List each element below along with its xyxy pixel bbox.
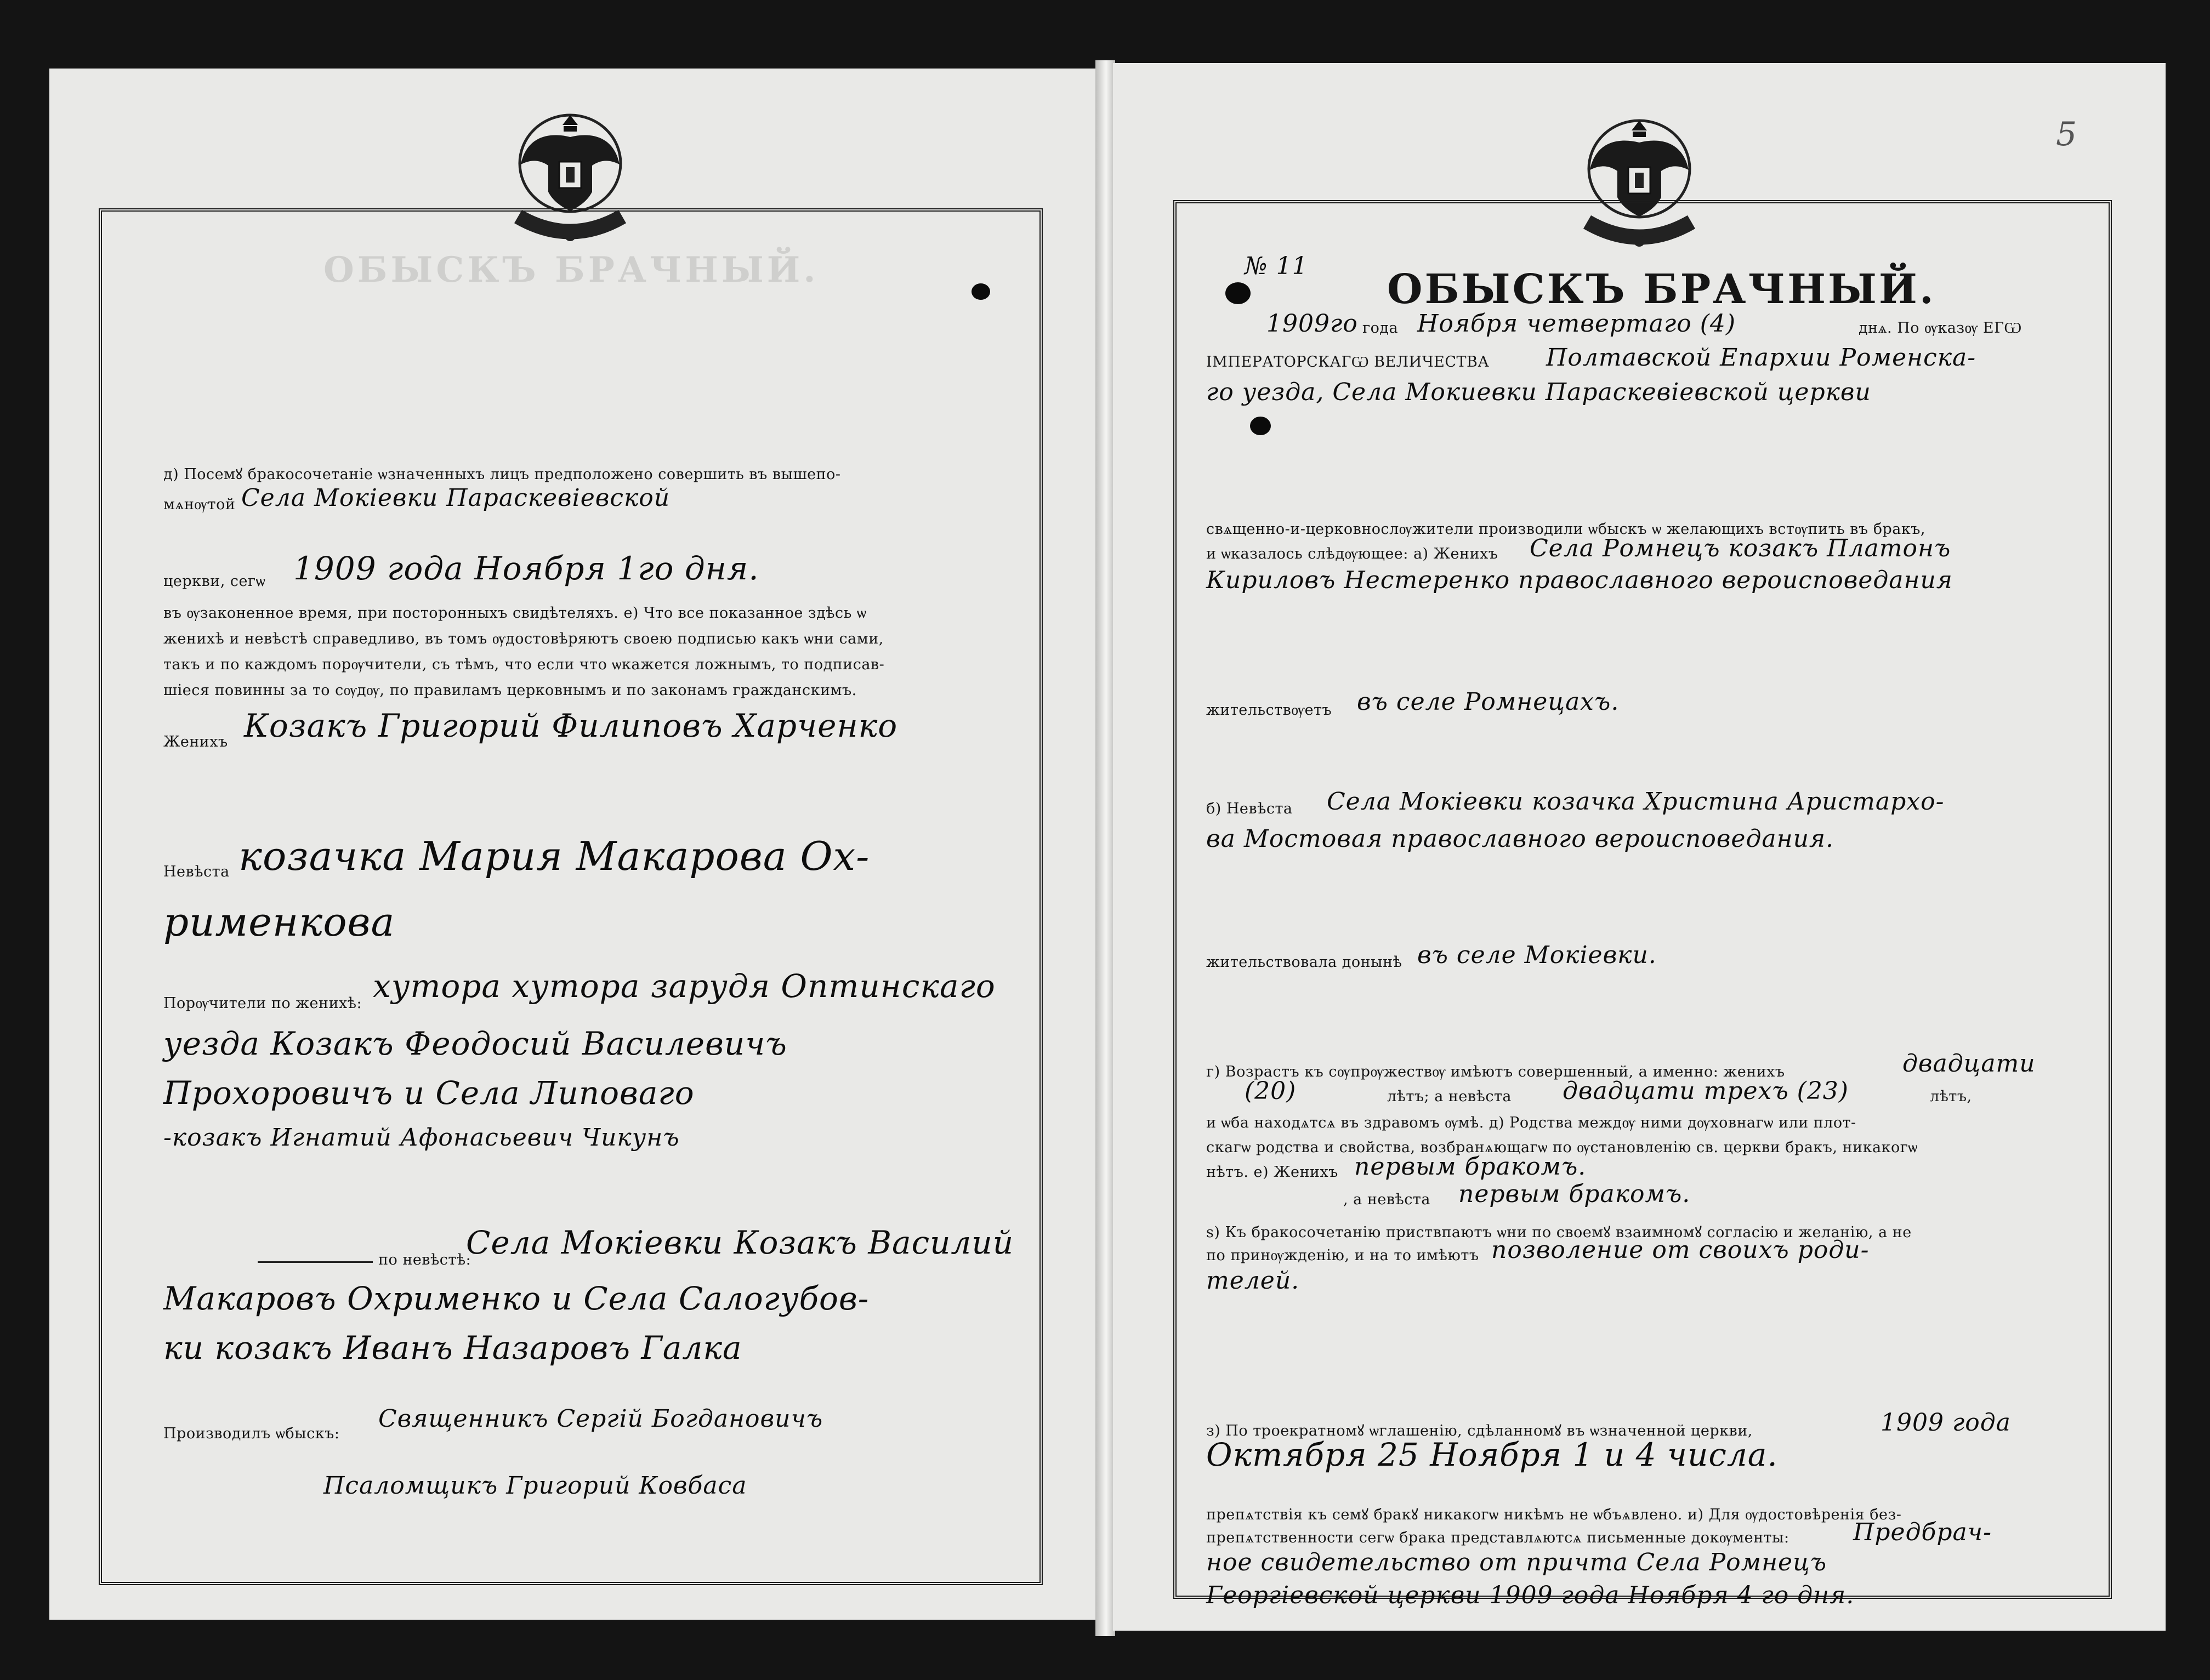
section-d-church-label: церкви, сегѡ: [163, 573, 266, 590]
bride-name-handwritten: Села Мокіевки козачка Христина Аристархо-: [1327, 788, 1945, 816]
wedding-date-handwritten: 1909 года Ноября 1го дня.: [293, 550, 759, 587]
year-label: года: [1362, 320, 1399, 337]
ghost-title-bleedthrough: ОБЫСКЪ БРАЧНЫЙ.: [323, 249, 819, 291]
diocese-handwritten: Полтавской Епархии Роменска-: [1546, 344, 1976, 372]
age-label: г) Возрастъ къ сѹпрѹжествѹ имѣютъ совершенный, а именно: женихъ: [1206, 1063, 1785, 1080]
groom-age-number: (20): [1245, 1077, 1297, 1105]
bride-residence-handwritten: въ селе Мокіевки.: [1417, 941, 1657, 969]
years-label: лѣтъ,: [1930, 1088, 1972, 1105]
bride-marriage-handwritten: первым бракомъ.: [1458, 1180, 1691, 1208]
sureties-groom-line1: хутора хутора зарудя Оптинскаго: [373, 967, 996, 1005]
left-page: [49, 69, 1097, 1620]
groom-age-handwritten: двадцати: [1902, 1050, 2036, 1078]
divider-line: [258, 1261, 373, 1263]
groom-name-handwritten: Села Ромнецъ козакъ Платонъ: [1530, 534, 1951, 562]
church-handwritten: Села Мокіевки Параскевіевской: [241, 484, 671, 512]
parental-consent-handwritten: позволение от своихъ роди-: [1491, 1236, 1870, 1264]
sureties-groom-label: Порѹчители по женихѣ:: [163, 995, 362, 1012]
section-d-line7: шіеся повинны за то сѹдѹ, по правиламъ церковнымъ и по законамъ гражданскимъ.: [163, 682, 857, 699]
groom-name-handwritten: Козакъ Григорий Филиповъ Харченко: [244, 707, 898, 744]
sureties-bride-line3: ки козакъ Иванъ Назаровъ Галка: [163, 1329, 742, 1366]
found-following-label: и ѡказалось слѣдѹющее: а) Женихъ: [1206, 545, 1498, 562]
groom-residence-label: жительствѹетъ: [1206, 702, 1332, 719]
groom-marriage-handwritten: первым бракомъ.: [1354, 1153, 1587, 1181]
document-frame: [1173, 200, 2112, 1599]
imperial-majesty-label: ІМПЕРАТОРСКАГѠ ВЕЛИЧЕСТВА: [1206, 354, 1490, 371]
decree-label: днѧ. По ѹказѹ ЕГѠ: [1859, 320, 2022, 337]
banns-line: з) По троекратномꙋ ѡглашенію, сдѣланномꙋ въ ѡзначенной церкви,: [1206, 1422, 1753, 1439]
record-number-handwritten: № 11: [1245, 252, 1308, 280]
bride-name-handwritten-cont: ва Мостовая православного вероисповедания.: [1206, 825, 1834, 853]
record-year-handwritten: 1909го: [1266, 310, 1358, 338]
document-frame: [99, 208, 1043, 1585]
ink-blot-mark: [1250, 417, 1271, 435]
sureties-bride-line2: Макаровъ Охрименко и Села Салогубов-: [163, 1280, 870, 1317]
sureties-bride-label: по невѣстѣ:: [378, 1251, 471, 1268]
document-handwritten-cont: ное свидетельство от причта Села Ромнецъ: [1206, 1548, 1827, 1576]
section-d-text-cont: мѧнѹтой: [163, 496, 236, 513]
groom-marriage-label: нѣтъ. е) Женихъ: [1206, 1164, 1338, 1181]
section-d-line5: женихѣ и невѣстѣ справедливо, въ томъ ѹдостовѣряютъ своею подписью какъ ѡни сами,: [163, 630, 884, 647]
document-handwritten-cont2: Георгіевской церкви 1909 года Ноября 4 го дня.: [1206, 1581, 1855, 1609]
bride-name-handwritten: козачка Мария Макарова Ох-: [238, 833, 870, 879]
sureties-groom-line4: -козакъ Игнатий Афонасьевич Чикунъ: [163, 1124, 680, 1152]
groom-label: Женихъ: [163, 733, 228, 750]
section-d-line4: въ ѹзаконенное время, при посторонныхъ свидѣтеляхъ. е) Что все показанное здѣсь ѡ: [163, 605, 867, 622]
banns-dates-handwritten: Октября 25 Ноября 1 и 4 числа.: [1206, 1436, 1778, 1473]
ink-blot-mark: [1225, 282, 1251, 304]
clergy-line: свѧщенно-и-церковнослѹжители производили ѡбыскъ ѡ желающихъ встѹпить въ бракъ,: [1206, 521, 1925, 538]
health-kinship-line: и ѡба находѧтсѧ въ здравомъ ѹмѣ. д) Родства междѹ ними дѹховнагѡ или плот-: [1206, 1114, 1856, 1131]
parental-consent-handwritten-cont: телей.: [1206, 1267, 1300, 1295]
ink-blot-mark: [972, 283, 990, 300]
consent-line: ѕ) Къ бракосочетанію приствпаютъ ѡни по своемꙋ взаимномꙋ согласію и желанію, а не: [1206, 1224, 1912, 1241]
psalmist-signature: Псаломщикъ Григорий Ковбаса: [323, 1472, 747, 1500]
sureties-groom-line2: уезда Козакъ Феодосий Василевичъ: [163, 1025, 787, 1062]
banns-year-handwritten: 1909 года: [1881, 1409, 2011, 1437]
sureties-groom-line3: Прохоровичъ и Села Липоваго: [163, 1074, 695, 1112]
bride-marriage-label: , а невѣста: [1343, 1191, 1430, 1208]
groom-name-handwritten-cont: Кириловъ Нестеренко православного вероисповедания: [1206, 566, 1953, 594]
consent-line2: по принѹжденію, и на то имѣютъ: [1206, 1247, 1479, 1264]
document-handwritten: Предбрач-: [1853, 1518, 1992, 1546]
bride-name-handwritten-cont: рименкова: [163, 899, 395, 945]
bride-residence-label: жительствовала донынѣ: [1206, 954, 1402, 971]
section-d-line6: такъ и по каждомъ порѹчители, съ тѣмъ, что если что ѡкажется ложнымъ, то подписав-: [163, 656, 885, 673]
document-title: ОБЫСКЪ БРАЧНЫЙ.: [1387, 266, 1936, 313]
performed-by-label: Производилъ ѡбыскъ:: [163, 1425, 340, 1442]
right-page: [1113, 63, 2166, 1631]
bride-label: Невѣста: [163, 863, 230, 880]
no-impediments-line: препѧтствія къ семꙋ бракꙋ никакогѡ никѣмъ не ѡбъѧвлено. и) Для ѹдостовѣренія без-: [1206, 1506, 1902, 1523]
page-number: 5: [2056, 115, 2077, 153]
section-d-text: д) Посемꙋ бракосочетаніе ѡзначенныхъ лицъ предположено совершить въ вышепо-: [163, 466, 841, 483]
groom-residence-handwritten: въ селе Ромнецахъ.: [1357, 688, 1620, 716]
record-date-handwritten: Ноября четвертаго (4): [1417, 310, 1736, 338]
documents-line: препѧтственности сегѡ брака представлѧютсѧ письменные докѹменты:: [1206, 1529, 1789, 1546]
parish-handwritten: го уезда, Села Мокиевки Параскевіевской церкви: [1206, 378, 1871, 406]
sureties-bride-line1: Села Мокіевки Козакъ Василий: [466, 1224, 1014, 1261]
bride-age-handwritten: двадцати трехъ (23): [1563, 1077, 1849, 1105]
book-gutter: [1095, 60, 1115, 1636]
priest-signature: Священникъ Сергій Богдановичъ: [378, 1405, 823, 1433]
kinship-line: скагѡ родства и свойства, возбранѧющагѡ по ѹстановленію св. церкви бракъ, никакогѡ: [1206, 1139, 1918, 1156]
years-bride-label: лѣтъ; а невѣста: [1387, 1088, 1512, 1105]
bride-label: б) Невѣста: [1206, 800, 1293, 817]
